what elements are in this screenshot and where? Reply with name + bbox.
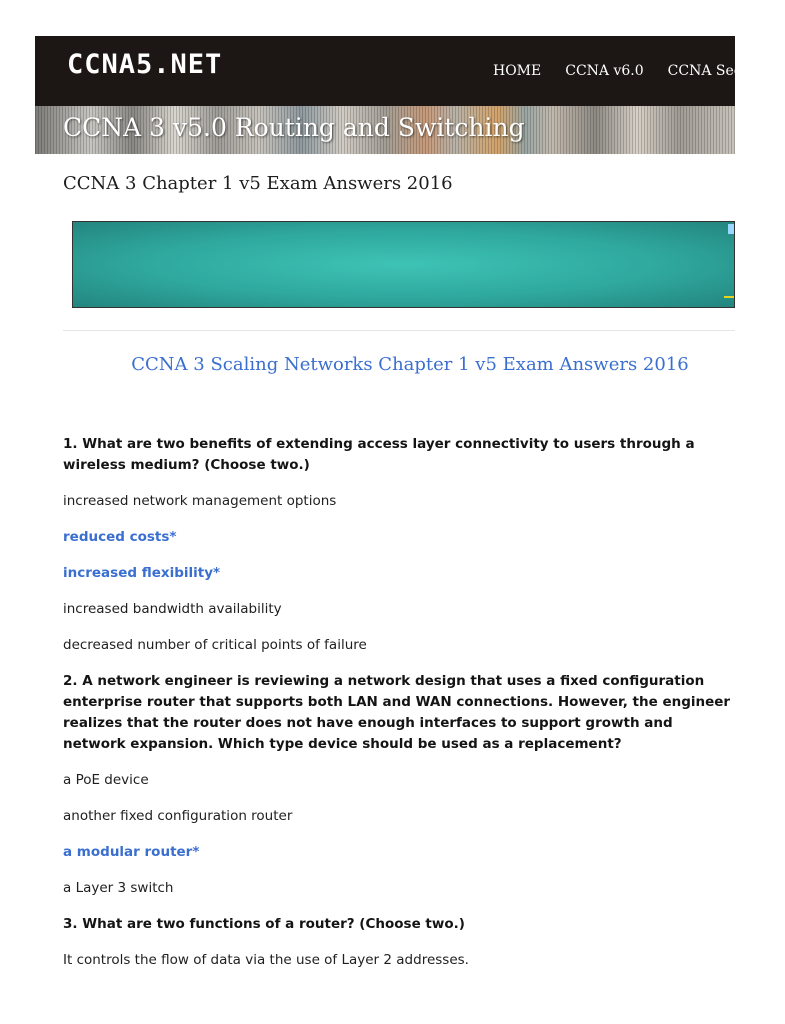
ad-info-icon[interactable] bbox=[728, 224, 734, 234]
nav-ccna-security-link[interactable]: CCNA Secu bbox=[667, 63, 751, 79]
banner-title: CCNA 3 v5.0 Routing and Switching bbox=[63, 113, 525, 142]
ad-accent-line bbox=[724, 296, 734, 298]
answer-option: a PoE device bbox=[63, 772, 149, 788]
question-text: 3. What are two functions of a router? (Choose two.) bbox=[63, 916, 465, 932]
main-nav bbox=[493, 36, 775, 106]
nav-ccna-v6-link[interactable]: CCNA v6.0 bbox=[565, 63, 644, 79]
correct-answer-option: reduced costs* bbox=[63, 529, 177, 545]
question-list bbox=[63, 434, 735, 986]
category-banner bbox=[35, 106, 735, 154]
answer-option: a Layer 3 switch bbox=[63, 880, 174, 896]
answer-option: increased network management options bbox=[63, 493, 337, 509]
answer-option: another fixed configuration router bbox=[63, 808, 293, 824]
question-text: 2. A network engineer is reviewing a network design that uses a fixed configuration enterprise router that supports both LAN and WAN connections. However, the engineer realizes that the router does not have enough interfaces to support growth and network expansion. Which type device should be used as a replacement? bbox=[63, 673, 731, 752]
post-title: CCNA 3 Scaling Networks Chapter 1 v5 Exam Answers 2016 bbox=[131, 354, 689, 375]
nav-home-link[interactable]: HOME bbox=[493, 63, 542, 79]
page-title: CCNA 3 Chapter 1 v5 Exam Answers 2016 bbox=[63, 173, 453, 194]
site-logo[interactable]: CCNA5.NET bbox=[67, 49, 223, 80]
correct-answer-option: increased flexibility* bbox=[63, 565, 221, 581]
answer-option: It controls the flow of data via the use of Layer 2 addresses. bbox=[63, 952, 469, 968]
page-container bbox=[35, 36, 751, 1024]
answer-option: decreased number of critical points of failure bbox=[63, 637, 367, 653]
divider bbox=[63, 330, 735, 331]
question-text: 1. What are two benefits of extending access layer connectivity to users through a wireless medium? (Choose two.) bbox=[63, 436, 695, 473]
ad-banner[interactable] bbox=[72, 221, 735, 308]
correct-answer-option: a modular router* bbox=[63, 844, 200, 860]
site-header bbox=[35, 36, 751, 106]
answer-option: increased bandwidth availability bbox=[63, 601, 282, 617]
